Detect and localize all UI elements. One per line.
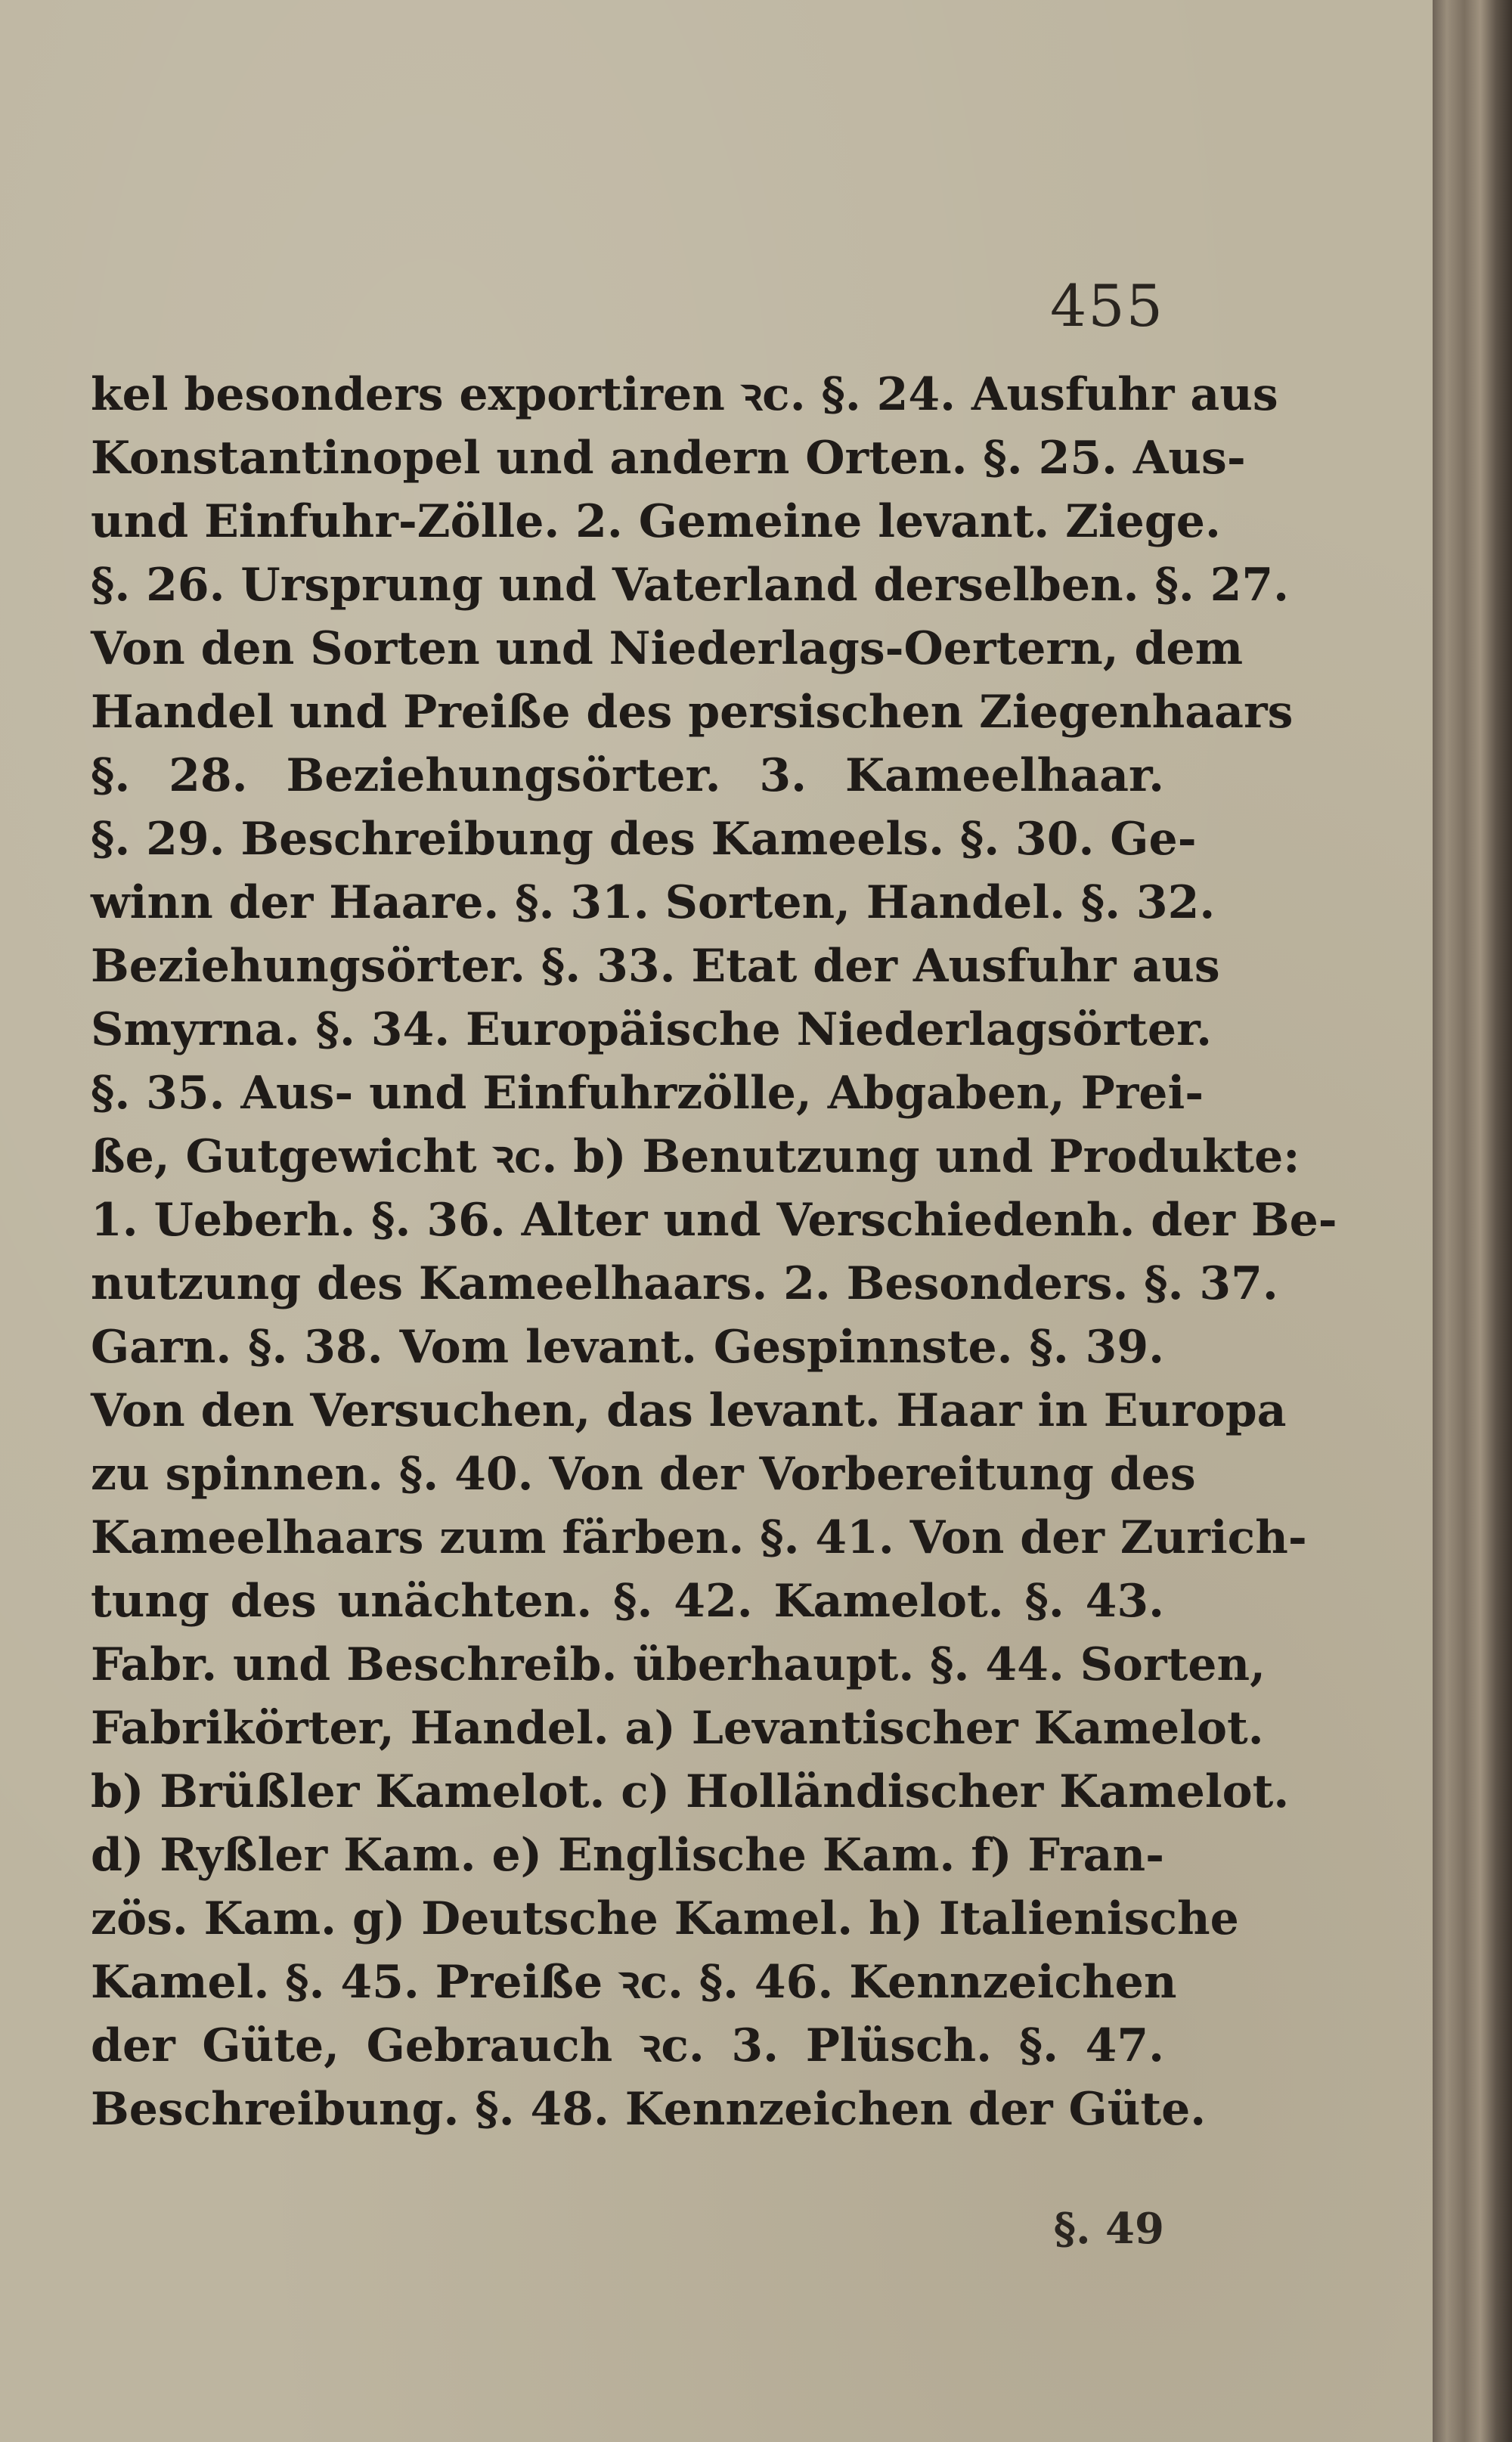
text-line: nutzung des Kameelhaars. 2. Besonders. §. 37. — [91, 1257, 1278, 1310]
text-line: Smyrna. §. 34. Europäische Niederlagsörter. — [91, 1003, 1213, 1056]
text-line: Von den Versuchen, das levant. Haar in Europa — [91, 1384, 1287, 1437]
text-line: und Einfuhr-Zölle. 2. Gemeine levant. Ziege. — [91, 495, 1221, 548]
text-line: Fabrikörter, Handel. a) Levantischer Kamelot. — [91, 1702, 1264, 1755]
text-line: tung des unächten. §. 42. Kamelot. §. 43. — [91, 1575, 1164, 1628]
text-line: zu spinnen. §. 40. Von der Vorbereitung des — [91, 1448, 1196, 1501]
catchword: §. 49 — [1053, 2204, 1164, 2254]
text-line: Kamel. §. 45. Preiße ꝛc. §. 46. Kennzeichen — [91, 1956, 1177, 2009]
text-line: Fabr. und Beschreib. überhaupt. §. 44. Sorten, — [91, 1638, 1266, 1691]
text-line: Konstantinopel und andern Orten. §. 25. Aus- — [91, 432, 1246, 485]
text-line: Kameelhaars zum färben. §. 41. Von der Zurich- — [91, 1511, 1307, 1564]
text-line: b) Brüßler Kamelot. c) Holländischer Kamelot. — [91, 1765, 1290, 1818]
book-edge — [1433, 0, 1512, 2442]
table-of-contents-text — [91, 363, 1337, 2141]
text-line: ße, Gutgewicht ꝛc. b) Benutzung und Produkte: — [91, 1130, 1300, 1183]
text-line: d) Ryßler Kam. e) Englische Kam. f) Fran- — [91, 1829, 1164, 1882]
text-line: kel besonders exportiren ꝛc. §. 24. Ausfuhr aus — [91, 368, 1278, 421]
text-line: §. 35. Aus- und Einfuhrzölle, Abgaben, Prei- — [91, 1067, 1204, 1120]
text-line: Beziehungsörter. §. 33. Etat der Ausfuhr aus — [91, 940, 1220, 993]
text-line: Beschreibung. §. 48. Kennzeichen der Güte. — [91, 2083, 1207, 2136]
page-number: 455 — [1049, 272, 1164, 339]
text-line: Garn. §. 38. Vom levant. Gespinnste. §. 39. — [91, 1321, 1164, 1374]
text-line: der Güte, Gebrauch ꝛc. 3. Plüsch. §. 47. — [91, 2019, 1164, 2072]
text-line: 1. Ueberh. §. 36. Alter und Verschiedenh. der Be- — [91, 1194, 1337, 1247]
text-line: Handel und Preiße des persischen Ziegenhaars — [91, 686, 1294, 739]
text-line: Von den Sorten und Niederlags-Oertern, dem — [91, 622, 1244, 675]
text-line: §. 28. Beziehungsörter. 3. Kameelhaar. — [91, 749, 1164, 802]
text-line: §. 26. Ursprung und Vaterland derselben. §. 27. — [91, 559, 1289, 612]
text-line: winn der Haare. §. 31. Sorten, Handel. §. 32. — [91, 876, 1216, 929]
text-line: zös. Kam. g) Deutsche Kamel. h) Italienische — [91, 1892, 1239, 1945]
text-line: §. 29. Beschreibung des Kameels. §. 30. Ge- — [91, 813, 1197, 866]
